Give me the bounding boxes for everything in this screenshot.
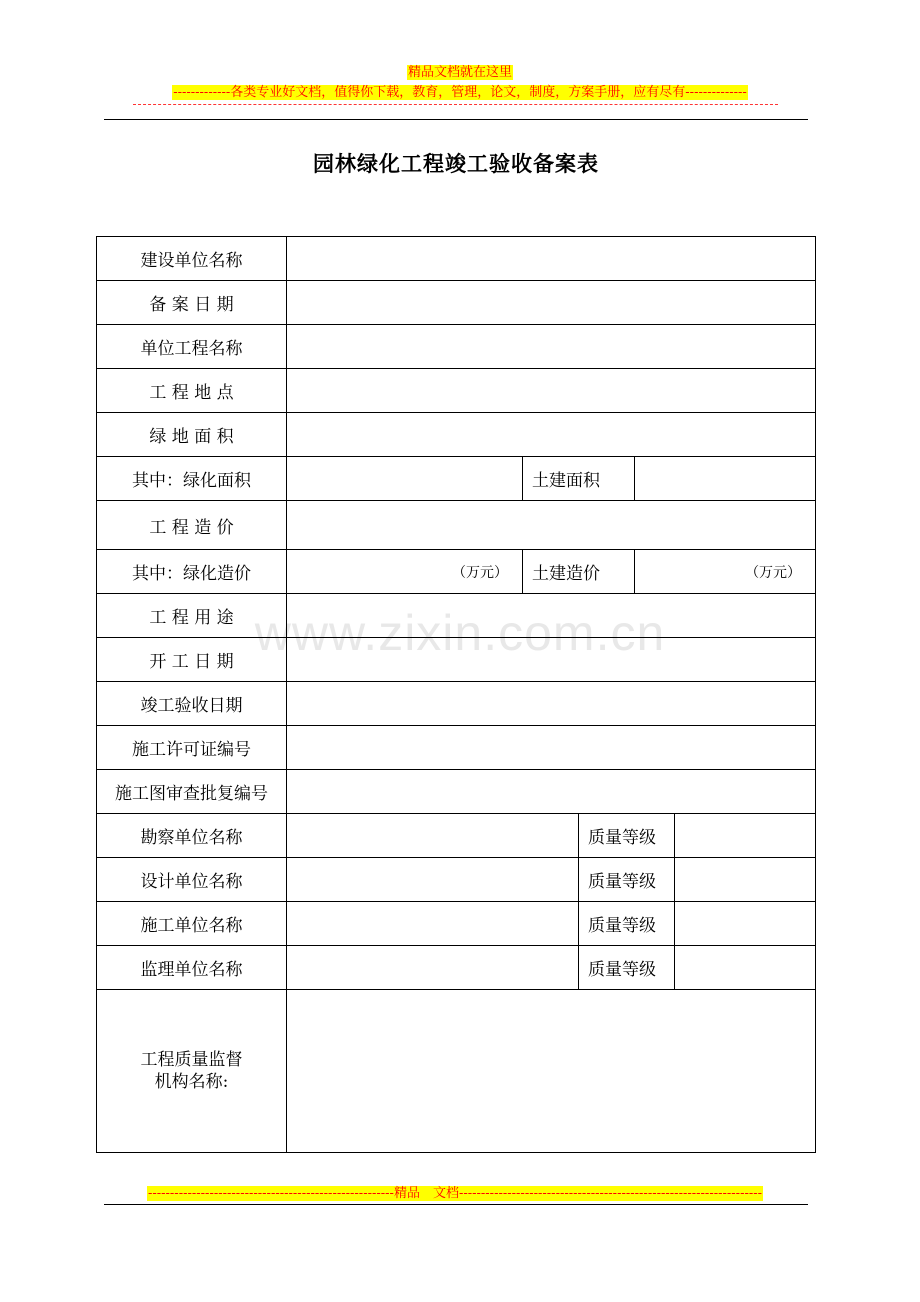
document-title: 园林绿化工程竣工验收备案表 xyxy=(313,151,599,176)
header-banner-slogan xyxy=(0,84,920,101)
label-permit-no: 施工许可证编号 xyxy=(97,726,287,770)
label-supervise-agency xyxy=(97,990,287,1153)
record-form-table xyxy=(96,236,816,1153)
field-supervise-agency[interactable] xyxy=(287,990,816,1153)
label-design-unit: 设计单位名称 xyxy=(97,858,287,902)
header-banner-slogan-text: -------------各类专业好文档，值得你下载，教育，管理，论文，制度，方案手册，应有尽有-------------- xyxy=(173,85,747,100)
field-construction-quality-grade[interactable] xyxy=(675,902,816,946)
label-construction-unit: 施工单位名称 xyxy=(97,902,287,946)
label-cost: 工 程 造 价 xyxy=(97,501,287,550)
header-banner-title xyxy=(0,65,920,81)
row-survey-unit xyxy=(97,814,816,858)
row-permit-no xyxy=(97,726,816,770)
label-design-quality-grade: 质量等级 xyxy=(579,858,675,902)
label-survey-quality-grade: 质量等级 xyxy=(579,814,675,858)
label-green-area-sub: 其中：绿化面积 xyxy=(97,457,287,501)
field-start-date[interactable] xyxy=(287,638,816,682)
label-acceptance-date: 竣工验收日期 xyxy=(97,682,287,726)
field-purpose[interactable] xyxy=(287,594,816,638)
field-supervision-unit[interactable] xyxy=(287,946,579,990)
field-unit-project[interactable] xyxy=(287,325,816,369)
field-acceptance-date[interactable] xyxy=(287,682,816,726)
label-construction-quality-grade: 质量等级 xyxy=(579,902,675,946)
field-supervision-quality-grade[interactable] xyxy=(675,946,816,990)
footer-banner xyxy=(0,1185,910,1202)
row-record-date xyxy=(97,281,816,325)
label-civil-area: 土建面积 xyxy=(523,457,635,501)
label-supervision-unit: 监理单位名称 xyxy=(97,946,287,990)
field-civil-area[interactable] xyxy=(635,457,816,501)
header-rule xyxy=(104,119,808,120)
label-supervise-agency-line2: 机构名称: xyxy=(154,1072,229,1092)
row-design-unit xyxy=(97,858,816,902)
row-start-date xyxy=(97,638,816,682)
label-record-date: 备 案 日 期 xyxy=(97,281,287,325)
label-civil-cost: 土建造价 xyxy=(523,550,635,594)
label-unit-project: 单位工程名称 xyxy=(97,325,287,369)
header-banner-title-text: 精品文档就在这里 xyxy=(407,65,512,80)
row-build-unit xyxy=(97,237,816,281)
row-purpose xyxy=(97,594,816,638)
field-construction-unit[interactable] xyxy=(287,902,579,946)
label-location: 工 程 地 点 xyxy=(97,369,287,413)
field-design-quality-grade[interactable] xyxy=(675,858,816,902)
field-location[interactable] xyxy=(287,369,816,413)
header-dashed-divider xyxy=(133,104,778,105)
footer-rule xyxy=(104,1204,808,1205)
label-purpose: 工 程 用 途 xyxy=(97,594,287,638)
field-record-date[interactable] xyxy=(287,281,816,325)
field-permit-no[interactable] xyxy=(287,726,816,770)
label-green-cost-sub: 其中：绿化造价 xyxy=(97,550,287,594)
watermark: www.zixin.com.cn xyxy=(254,605,666,661)
field-build-unit[interactable] xyxy=(287,237,816,281)
row-green-area xyxy=(97,413,816,457)
row-supervision-unit xyxy=(97,946,816,990)
field-cost[interactable] xyxy=(287,501,816,550)
row-location xyxy=(97,369,816,413)
field-survey-unit[interactable] xyxy=(287,814,579,858)
label-build-unit: 建设单位名称 xyxy=(97,237,287,281)
row-acceptance-date xyxy=(97,682,816,726)
row-cost-breakdown xyxy=(97,550,816,594)
field-green-area-sub[interactable] xyxy=(287,457,523,501)
field-green-area[interactable] xyxy=(287,413,816,457)
field-survey-quality-grade[interactable] xyxy=(675,814,816,858)
label-supervise-agency-line1: 工程质量监督 xyxy=(140,1050,243,1070)
footer-banner-text: --------------------------------------------------------精品 文档--------------------------------------------------------------------- xyxy=(147,1186,763,1201)
row-construction-unit xyxy=(97,902,816,946)
row-supervise-agency xyxy=(97,990,816,1153)
label-survey-unit: 勘察单位名称 xyxy=(97,814,287,858)
label-supervision-quality-grade: 质量等级 xyxy=(579,946,675,990)
row-drawing-review-no xyxy=(97,770,816,814)
field-design-unit[interactable] xyxy=(287,858,579,902)
label-drawing-review-no: 施工图审查批复编号 xyxy=(97,770,287,814)
field-civil-cost[interactable]: （万元） xyxy=(635,550,816,594)
label-green-area: 绿 地 面 积 xyxy=(97,413,287,457)
field-green-cost-sub[interactable]: （万元） xyxy=(287,550,523,594)
row-area-breakdown xyxy=(97,457,816,501)
field-drawing-review-no[interactable] xyxy=(287,770,816,814)
row-unit-project xyxy=(97,325,816,369)
label-start-date: 开 工 日 期 xyxy=(97,638,287,682)
row-cost xyxy=(97,501,816,550)
